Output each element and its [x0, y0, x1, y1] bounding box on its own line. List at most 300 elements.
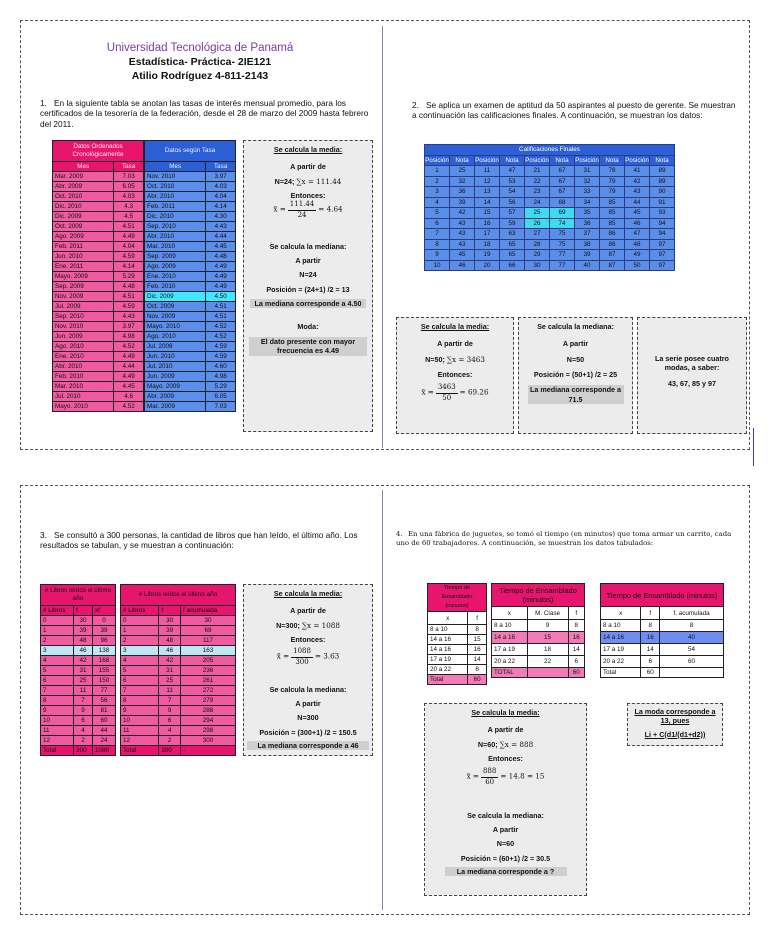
cell-mes: Mar. 2009 [53, 172, 114, 182]
total-cell: 60 [641, 668, 660, 678]
table-cell: 85 [600, 197, 625, 208]
table-cell: 38 [575, 239, 600, 250]
q2-statement [412, 100, 742, 121]
table-cell: 30 [159, 616, 181, 626]
document-header [90, 42, 310, 82]
cell-mes: Dic. 2009 [53, 212, 114, 222]
q1-media-title: Se calcula la media: [273, 145, 343, 154]
cell-mes: Feb. 2010 [145, 282, 206, 292]
table-row [53, 202, 144, 212]
table-title: Tiempo de Ensamblado (minutos) [601, 584, 724, 607]
table-cell: 10 [121, 716, 159, 726]
cell-mes: Mayo. 2009 [53, 272, 114, 282]
table-cell: 31 [575, 166, 600, 177]
table-title-row [41, 585, 116, 606]
q4-table-cumulative [600, 583, 724, 678]
table-row [145, 292, 236, 302]
cell-tasa: 4.5 [114, 212, 144, 222]
column-header-tasa: Tasa [114, 162, 144, 172]
q4-moda-formula: Li + C(d1/(d1+d2)) [644, 729, 706, 739]
table-cell: 60 [660, 656, 724, 668]
cell-mes: Mar. 2010 [53, 382, 114, 392]
q3-mediana-n: N=300 [297, 713, 319, 723]
q1-chronological-table [52, 140, 144, 412]
table-row [425, 229, 675, 240]
q3-media-n: N=300; [276, 620, 300, 630]
cell-tasa: 4.59 [114, 252, 144, 262]
column-header: f [641, 607, 660, 620]
cell-tasa: 4.52 [114, 342, 144, 352]
table-cell: 40 [575, 260, 600, 271]
table-cell: 78 [600, 166, 625, 177]
q2-media-denominator: 50 [442, 393, 452, 402]
table-row [428, 645, 487, 655]
table-cell: 33 [575, 187, 600, 198]
cell-mes: Mayo. 2009 [145, 382, 206, 392]
column-header: x [601, 607, 641, 620]
cell-mes: Ago. 2010 [53, 342, 114, 352]
column-header: f. acumulada [660, 607, 724, 620]
cell-tasa: 4.49 [114, 232, 144, 242]
cell-tasa: 4.44 [114, 362, 144, 372]
cell-tasa: 4.52 [206, 332, 236, 342]
cell-mes: Oct. 2010 [145, 182, 206, 192]
column-header: f [74, 606, 93, 616]
cell-mes: Abr. 2009 [53, 182, 114, 192]
q2-media-title: Se calcula la media: [420, 322, 490, 331]
total-cell: 300 [159, 746, 181, 756]
q3-text: Se consultó a 300 personas, la cantidad de libros que han leído, el último año. Los resultados se tabulan, y se muestran a continuación: [40, 530, 358, 551]
table-cell: 3 [425, 187, 450, 198]
table-row [145, 272, 236, 282]
cell-tasa: 4.45 [114, 382, 144, 392]
cell-tasa: 4.49 [206, 282, 236, 292]
q4-text: En una fábrica de juguetes, se tomó el tiempo (en minutos) que toma armar un carrito, cada uno de 60 trabajadores. A continuación, se muestran los datos tabulados: [396, 530, 732, 547]
table-cell: 69 [181, 626, 236, 636]
table-title: Datos Ordenados Cronológicamente [53, 141, 144, 162]
q4-number: 4. [396, 530, 403, 538]
table-header-row [121, 606, 236, 616]
table-cell: 6 [468, 665, 487, 675]
table-row [492, 620, 585, 632]
q1-media-sum: ∑x = 111.44 [296, 176, 342, 186]
column-header-mes: Mes [145, 162, 206, 172]
cell-tasa: 4.14 [114, 262, 144, 272]
q1-moda-result: El dato presente con mayor frecuencia es 4.49 [249, 337, 367, 356]
cell-tasa: 3.97 [206, 172, 236, 182]
table-row [145, 322, 236, 332]
table-cell: 11 [159, 686, 181, 696]
total-row [41, 746, 116, 756]
table-row [53, 392, 144, 402]
column-header: Posición [425, 156, 449, 164]
table-cell: 68 [550, 197, 575, 208]
q4-media-sum: ∑x = 888 [499, 739, 534, 749]
table-row [121, 656, 236, 666]
q3-xf-table [40, 584, 116, 756]
table-cell: 17 a 19 [492, 644, 528, 656]
table-cell: 6 [74, 716, 93, 726]
cell-mes: Ene. 2010 [53, 352, 114, 362]
table-cell: 18 [527, 644, 568, 656]
table-row [41, 736, 116, 746]
table-title-row [492, 584, 585, 607]
table-row [53, 362, 144, 372]
table-cell: 32 [450, 176, 475, 187]
q3-mediana-position: Posición = (300+1) /2 = 150.5 [259, 727, 357, 737]
table-cell: 67 [550, 166, 575, 177]
table-cell: 2 [74, 736, 93, 746]
table-cell: 50 [625, 260, 650, 271]
q4-mediana-position: Posición = (60+1) /2 = 30.5 [460, 853, 551, 863]
table-cell: 67 [550, 187, 575, 198]
table-title-row [601, 584, 724, 607]
table-cell: 13 [475, 187, 500, 198]
cell-tasa: 4.43 [206, 222, 236, 232]
table-cell: 26 [525, 218, 550, 229]
margin-mark [753, 428, 754, 466]
total-cell: Total [601, 668, 641, 678]
table-cell: 8 [425, 239, 450, 250]
table-cell: 87 [600, 250, 625, 261]
table-row [145, 242, 236, 252]
cell-mes: Jul. 2009 [145, 342, 206, 352]
table-cell: 37 [575, 229, 600, 240]
cell-mes: Nov. 2010 [53, 322, 114, 332]
q1-media-result: = 4.64 [318, 204, 343, 214]
table-cell: 43 [450, 239, 475, 250]
table-cell: 163 [181, 646, 236, 656]
q2-media-result: = 69.26 [459, 387, 489, 397]
table-cell: 24 [92, 736, 115, 746]
table-cell: 89 [650, 166, 675, 177]
cell-mes: Ene. 2011 [53, 262, 114, 272]
table-cell: 54 [500, 187, 525, 198]
q4-mediana-result: La mediana corresponde a ? [445, 867, 567, 876]
column-header: x [492, 607, 528, 620]
total-cell: 60 [568, 668, 585, 678]
table-cell: 25 [450, 166, 475, 177]
table-row [145, 302, 236, 312]
table-row [425, 260, 675, 271]
q2-moda-box [637, 317, 747, 434]
table-row [41, 666, 116, 676]
cell-tasa: 4.44 [206, 232, 236, 242]
table-row [601, 620, 724, 632]
table-cell: 6 [121, 676, 159, 686]
table-cell: 6 [568, 656, 585, 668]
q3-entonces: Entonces: [290, 635, 326, 645]
table-cell: 39 [450, 197, 475, 208]
table-cell: 17 [475, 229, 500, 240]
q4-statement [396, 530, 742, 548]
table-row [425, 250, 675, 261]
column-header: Nota [650, 155, 675, 166]
table-cell: 10 [425, 260, 450, 271]
column-header: Posición [575, 156, 599, 164]
q1-statement [40, 98, 376, 129]
q2-mediana-box [518, 317, 633, 434]
bottom-page-divider [382, 490, 383, 910]
table-cell: 0 [92, 616, 115, 626]
table-cell: 155 [92, 666, 115, 676]
q2-text: Se aplica un examen de aptitud da 50 aspirantes al puesto de gerente. Se muestran a continuación las calificaciones finales. A continuación, se muestran los datos: [412, 100, 736, 121]
table-cell: 3 [121, 646, 159, 656]
q1-mediana-n: N=24 [299, 270, 317, 280]
cell-tasa: 4.52 [206, 322, 236, 332]
cell-mes: Ago. 2010 [145, 332, 206, 342]
q2-mediana-title: Se calcula la mediana: [537, 322, 614, 331]
cell-mes: Jul. 2010 [145, 362, 206, 372]
table-cell: 236 [181, 666, 236, 676]
cell-mes: Jul. 2009 [53, 302, 114, 312]
table-row [41, 696, 116, 706]
cell-mes: Ene. 2010 [145, 272, 206, 282]
cell-tasa: 6.05 [114, 182, 144, 192]
table-row [53, 172, 144, 182]
q3-media-sum: ∑x = 1088 [301, 620, 340, 630]
q2-mediana-from: A partir [562, 339, 589, 349]
table-cell: 19 [475, 250, 500, 261]
total-cell: 60 [468, 675, 487, 685]
table-row [145, 402, 236, 412]
table-cell: 94 [650, 218, 675, 229]
cell-tasa: 4.51 [114, 222, 144, 232]
table-cell: 20 [475, 260, 500, 271]
table-row [145, 232, 236, 242]
table-cell: 298 [181, 726, 236, 736]
cell-tasa: 4.14 [206, 202, 236, 212]
q2-media-from: A partir de [437, 339, 473, 349]
table-row [492, 644, 585, 656]
table-cell: 94 [650, 229, 675, 240]
q1-media-n: N=24; [274, 176, 295, 186]
table-cell: 43 [450, 218, 475, 229]
cell-tasa: 4.30 [206, 212, 236, 222]
table-cell: 44 [92, 726, 115, 736]
table-cell: 17 a 19 [601, 644, 641, 656]
column-header: # Libros [41, 606, 74, 616]
table-row [425, 239, 675, 250]
table-cell: 42 [74, 656, 93, 666]
cell-mes: Abr. 2010 [53, 362, 114, 372]
table-row [145, 192, 236, 202]
table-row [601, 632, 724, 644]
table-cell: 48 [74, 636, 93, 646]
table-cell: 48 [625, 239, 650, 250]
cell-mes: Dic. 2010 [145, 212, 206, 222]
table-cell: 25 [159, 676, 181, 686]
cell-tasa: 4.98 [206, 372, 236, 382]
table-cell: 45 [625, 208, 650, 219]
table-cell: 12 [121, 736, 159, 746]
q4-media-n: N=60; [477, 739, 498, 749]
column-header: Nota [550, 155, 575, 166]
table-cell: 12 [41, 736, 74, 746]
cell-mes: Dic. 2010 [53, 202, 114, 212]
table-header-row [145, 162, 236, 172]
table-row [121, 686, 236, 696]
q2-entonces: Entonces: [437, 370, 473, 380]
cell-tasa: 4.49 [206, 262, 236, 272]
table-row [428, 665, 487, 675]
column-header: Nota [500, 155, 525, 166]
table-row [41, 726, 116, 736]
q1-rate-table [144, 140, 236, 412]
table-cell: 85 [600, 218, 625, 229]
table-cell: 29 [525, 250, 550, 261]
table-cell: 97 [650, 260, 675, 271]
table-cell: 1 [121, 626, 159, 636]
cell-mes: Sep. 2010 [53, 312, 114, 322]
table-cell: 81 [92, 706, 115, 716]
table-cell: 77 [92, 686, 115, 696]
column-header: Posición [475, 156, 499, 164]
table-cell: 96 [92, 636, 115, 646]
q3-media-from: A partir de [290, 606, 326, 616]
table-cell: 39 [92, 626, 115, 636]
q4-entonces: Entonces: [488, 754, 523, 764]
table-cell: 9 [159, 706, 181, 716]
table-cell: 91 [650, 197, 675, 208]
table-row [145, 182, 236, 192]
q2-media-n: N=50; [425, 354, 445, 364]
table-header-row [492, 607, 585, 620]
table-cell: 60 [92, 716, 115, 726]
table-row [121, 646, 236, 656]
cell-mes: Mar. 2009 [145, 402, 206, 412]
table-row [492, 632, 585, 644]
cell-mes: Abr. 2010 [145, 232, 206, 242]
table-cell: 86 [600, 239, 625, 250]
cell-mes: Mar. 2010 [145, 242, 206, 252]
q4-calculation-box: Se calcula la media: A partir de N=60; ∑x = 888 Entonces: x̄ = $\frac{888}{60} = 14.8 = 15$ Se calcula la mediana: A partir N=60 Posición = (60+1) /2 = 30.5 La mediana corresponde a ? [424, 703, 587, 896]
table-cell: 138 [92, 646, 115, 656]
cell-tasa: 4.04 [206, 192, 236, 202]
table-row [53, 292, 144, 302]
table-cell: 0 [41, 616, 74, 626]
table-row [145, 332, 236, 342]
table-row [425, 218, 675, 229]
cell-tasa: 7.03 [206, 402, 236, 412]
table-cell: 1 [41, 626, 74, 636]
cell-mes: Ago. 2009 [53, 232, 114, 242]
table-cell: 5 [41, 666, 74, 676]
total-cell: TOTAL [492, 668, 528, 678]
university-name: Universidad Tecnológica de Panamá [106, 42, 294, 54]
table-cell: 39 [74, 626, 93, 636]
table-cell: 65 [500, 239, 525, 250]
table-cell: 35 [575, 208, 600, 219]
table-cell: 300 [181, 736, 236, 746]
table-cell: 7 [425, 229, 450, 240]
table-cell: 30 [525, 260, 550, 271]
q2-mediana-n: N=50 [566, 354, 585, 364]
total-cell: Total [428, 675, 468, 685]
table-row [425, 197, 675, 208]
table-row [121, 736, 236, 746]
table-cell: 63 [500, 229, 525, 240]
table-cell: 2 [425, 176, 450, 187]
table-row [145, 262, 236, 272]
table-row [53, 302, 144, 312]
table-cell: 10 [41, 716, 74, 726]
table-row [425, 187, 675, 198]
table-row [121, 706, 236, 716]
q3-media-numerator: 1088 [291, 647, 313, 657]
q1-mediana-title: Se calcula la mediana: [269, 241, 347, 251]
q2-media-sum: ∑x = 3463 [446, 354, 485, 364]
column-header: Nota [600, 155, 625, 166]
table-row [145, 202, 236, 212]
table-cell: 56 [500, 197, 525, 208]
table-cell: 17 a 19 [428, 655, 468, 665]
table-cell: 294 [181, 716, 236, 726]
table-cell: 54 [660, 644, 724, 656]
table-header-row [425, 155, 675, 166]
table-row [121, 666, 236, 676]
table-cell: 74 [550, 218, 575, 229]
cell-tasa: 4.59 [206, 352, 236, 362]
table-cell: 16 [568, 632, 585, 644]
table-row [53, 262, 144, 272]
table-cell: 22 [525, 176, 550, 187]
cell-mes: Nov. 2009 [145, 312, 206, 322]
q4-table-frequency [427, 583, 487, 685]
q2-media-numerator: 3463 [436, 383, 458, 393]
q3-calculation-box: Se calcula la media: A partir de N=300; ∑x = 1088 Entonces: x̄ = $\frac{1088}{300} = 3.63$ Se calcula la mediana: A partir N=300 Posición = (300+1) /2 = 150.5 La mediana corresponde a 46 [243, 584, 373, 756]
table-row [53, 192, 144, 202]
q2-mediana-position: Posición = (50+1) /2 = 25 [533, 370, 618, 380]
total-row [492, 668, 585, 678]
cell-tasa: 4.48 [114, 282, 144, 292]
q4-mediana-from: A partir [492, 824, 519, 834]
table-cell: 8 [641, 620, 660, 632]
cell-mes: Sep. 2009 [53, 282, 114, 292]
table-row [41, 656, 116, 666]
cell-mes: Oct. 2009 [145, 302, 206, 312]
table-row [425, 208, 675, 219]
table-cell: 66 [500, 260, 525, 271]
table-cell: 11 [475, 166, 500, 177]
cell-tasa: 4.51 [206, 312, 236, 322]
cell-tasa: 4.49 [114, 372, 144, 382]
table-cell: 44 [625, 197, 650, 208]
column-header: f [568, 607, 585, 620]
q1-number: 1. [40, 98, 47, 108]
table-cell: 5 [121, 666, 159, 676]
table-cell: 97 [650, 239, 675, 250]
table-cell: 18 [475, 239, 500, 250]
table-row [41, 626, 116, 636]
table-row [145, 342, 236, 352]
table-cell: 45 [450, 250, 475, 261]
total-row [121, 746, 236, 756]
table-cell: 272 [181, 686, 236, 696]
cell-tasa: 4.49 [114, 352, 144, 362]
table-row [41, 616, 116, 626]
table-cell: 14 a 16 [492, 632, 528, 644]
table-row [121, 676, 236, 686]
table-cell: 43 [625, 187, 650, 198]
table-cell: 14 [641, 644, 660, 656]
table-cell: 6 [425, 218, 450, 229]
table-row [492, 656, 585, 668]
table-cell: 12 [475, 176, 500, 187]
column-header: # Libros [121, 606, 159, 616]
table-cell: 53 [500, 176, 525, 187]
table-cell: 15 [475, 208, 500, 219]
